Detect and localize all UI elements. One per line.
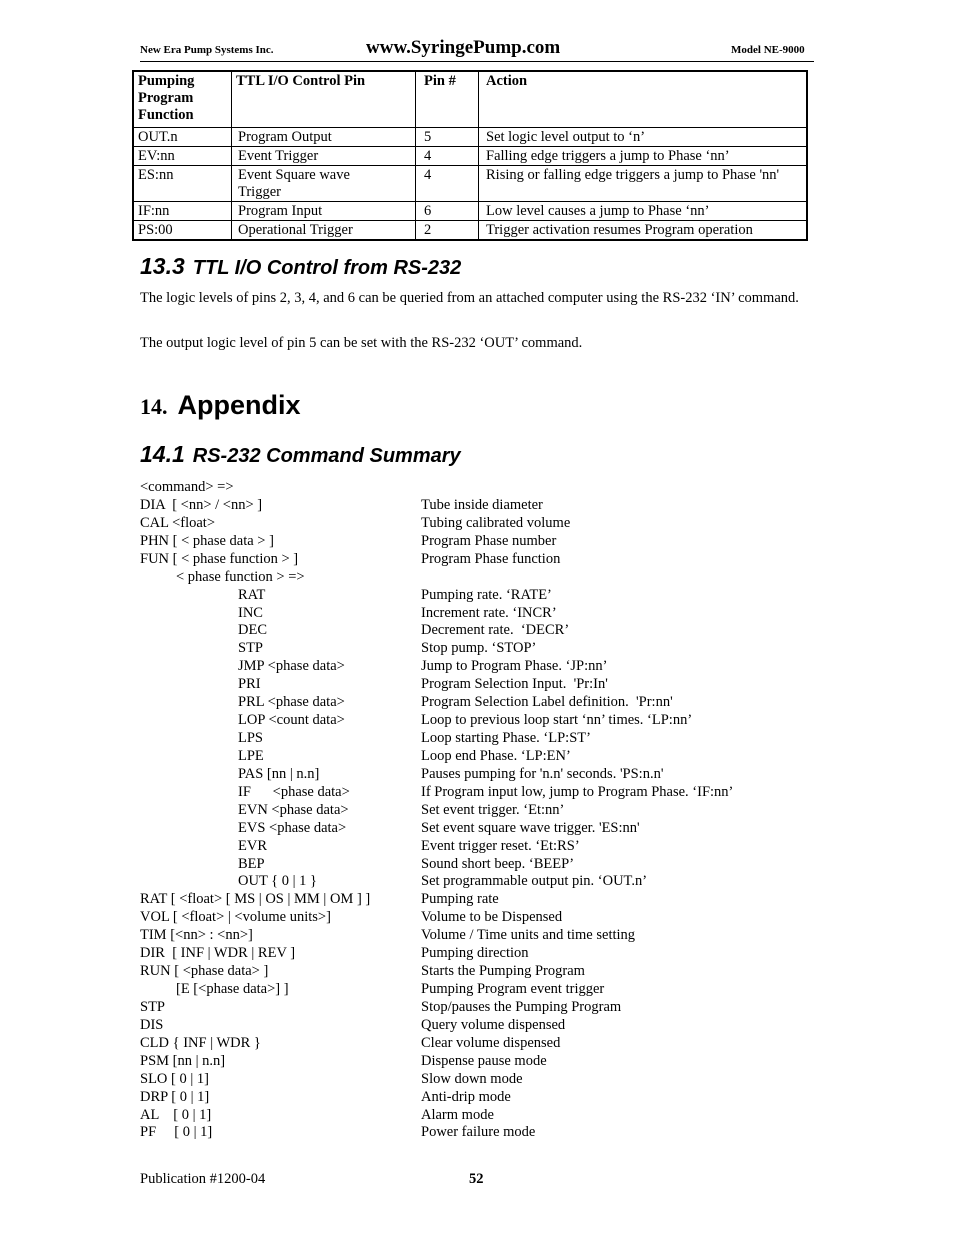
command-syntax: AL [ 0 | 1]: [140, 1107, 212, 1123]
model-name: Model NE-9000: [731, 44, 805, 56]
command-description: Sound short beep. ‘BEEP’: [421, 856, 575, 872]
command-description: Alarm mode: [421, 1107, 494, 1123]
website-url: www.SyringePump.com: [366, 37, 561, 58]
command-description: Set event trigger. ‘Et:nn’: [421, 802, 565, 818]
command-syntax: DIR [ INF | WDR | REV ]: [140, 945, 296, 961]
cell-pin-name: Program Input: [232, 202, 416, 221]
command-description: Set programmable output pin. ‘OUT.n’: [421, 873, 648, 889]
section-13-3-heading: 13.3 TTL I/O Control from RS-232: [140, 253, 462, 279]
command-syntax: PHN [ < phase data > ]: [140, 533, 274, 549]
command-syntax: SLO [ 0 | 1]: [140, 1071, 209, 1087]
command-description: Jump to Program Phase. ‘JP:nn’: [421, 658, 608, 674]
page-number: 52: [469, 1171, 484, 1187]
command-syntax: FUN [ < phase function > ]: [140, 551, 299, 567]
command-description: Pumping rate. ‘RATE’: [421, 587, 552, 603]
command-syntax: INC: [238, 605, 263, 621]
cell-action: Low level causes a jump to Phase ‘nn’: [479, 202, 808, 221]
command-description: If Program input low, jump to Program Phase. ‘IF:nn’: [421, 784, 734, 800]
command-description: Pumping direction: [421, 945, 529, 961]
command-syntax: VOL [ <float> | <volume units>]: [140, 909, 331, 925]
command-syntax: EVS <phase data>: [238, 820, 347, 836]
command-description: Volume to be Dispensed: [421, 909, 563, 925]
command-description: Slow down mode: [421, 1071, 523, 1087]
command-syntax: PSM [nn | n.n]: [140, 1053, 226, 1069]
command-description: Power failure mode: [421, 1124, 536, 1140]
command-description: Pumping Program event trigger: [421, 981, 605, 997]
command-syntax: DRP [ 0 | 1]: [140, 1089, 210, 1105]
command-syntax: STP: [238, 640, 263, 656]
command-syntax: PRL <phase data>: [238, 694, 345, 710]
command-description: Pauses pumping for 'n.n' seconds. 'PS:n.n': [421, 766, 664, 782]
command-description: Starts the Pumping Program: [421, 963, 585, 979]
command-syntax: LPS: [238, 730, 263, 746]
section-13-3-paragraph-1: The logic levels of pins 2, 3, 4, and 6 can be queried from an attached computer using the RS-232 ‘IN’ command.: [140, 290, 799, 306]
command-syntax: LOP <count data>: [238, 712, 345, 728]
cell-action: Falling edge triggers a jump to Phase ‘nn’: [479, 147, 808, 166]
cell-pin-name: Event Trigger: [232, 147, 416, 166]
command-syntax: BEP: [238, 856, 265, 872]
cell-function: EV:nn: [133, 147, 232, 166]
cell-function: OUT.n: [133, 128, 232, 147]
cell-pin-number: 5: [416, 128, 479, 147]
command-description: Loop to previous loop start ‘nn’ times. ‘LP:nn’: [421, 712, 693, 728]
cell-function: PS:00: [133, 221, 232, 241]
command-description: Program Phase function: [421, 551, 561, 567]
command-description: Tubing calibrated volume: [421, 515, 571, 531]
cell-function: IF:nn: [133, 202, 232, 221]
table-row: [133, 128, 807, 147]
command-description: Stop pump. ‘STOP’: [421, 640, 537, 656]
cell-pin-number: 6: [416, 202, 479, 221]
command-description: Loop starting Phase. ‘LP:ST’: [421, 730, 591, 746]
cell-pin-name: Event Square wave Trigger: [232, 166, 416, 202]
command-syntax: < phase function > =>: [176, 569, 305, 585]
command-syntax: OUT { 0 | 1 }: [238, 873, 317, 889]
command-syntax: TIM [<nn> : <nn>]: [140, 927, 253, 943]
publication-number: Publication #1200-04: [140, 1171, 266, 1187]
command-syntax: RAT [ <float> [ MS | OS | MM | OM ] ]: [140, 891, 371, 907]
section-14-heading: 14. Appendix: [140, 390, 301, 420]
col-header-pin-number: Pin #: [416, 71, 479, 128]
command-syntax: EVR: [238, 838, 267, 854]
cell-action: Trigger activation resumes Program operation: [479, 221, 808, 241]
header-divider: [140, 61, 814, 62]
col-header-function: Pumping Program Function: [133, 71, 232, 128]
table-row: [133, 147, 807, 166]
command-description: Set event square wave trigger. 'ES:nn': [421, 820, 640, 836]
col-header-pin-name: TTL I/O Control Pin: [232, 71, 416, 128]
table-row: [133, 202, 807, 221]
command-description: Decrement rate. ‘DECR’: [421, 622, 570, 638]
command-syntax: IF <phase data>: [238, 784, 350, 800]
table-row: [133, 221, 807, 241]
cell-pin-number: 4: [416, 147, 479, 166]
command-description: Program Selection Label definition. 'Pr:nn': [421, 694, 673, 710]
company-name: New Era Pump Systems Inc.: [140, 44, 274, 56]
command-syntax: RUN [ <phase data> ]: [140, 963, 269, 979]
section-13-3-paragraph-2: The output logic level of pin 5 can be set with the RS-232 ‘OUT’ command.: [140, 335, 583, 351]
command-syntax: CLD { INF | WDR }: [140, 1035, 261, 1051]
command-description: Loop end Phase. ‘LP:EN’: [421, 748, 571, 764]
command-description: Tube inside diameter: [421, 497, 543, 513]
command-description: Clear volume dispensed: [421, 1035, 561, 1051]
cell-pin-name: Program Output: [232, 128, 416, 147]
command-syntax: DEC: [238, 622, 267, 638]
cell-pin-number: 4: [416, 166, 479, 202]
section-14-1-heading: 14.1 RS-232 Command Summary: [140, 441, 461, 467]
command-description: Anti-drip mode: [421, 1089, 511, 1105]
command-description: Increment rate. ‘INCR’: [421, 605, 557, 621]
cell-function: ES:nn: [133, 166, 232, 202]
command-syntax: DIA [ <nn> / <nn> ]: [140, 497, 263, 513]
command-description: Query volume dispensed: [421, 1017, 566, 1033]
command-syntax: PF [ 0 | 1]: [140, 1124, 213, 1140]
command-description: Stop/pauses the Pumping Program: [421, 999, 622, 1015]
command-syntax: DIS: [140, 1017, 164, 1033]
command-syntax: <command> =>: [140, 479, 234, 495]
command-description: Event trigger reset. ‘Et:RS’: [421, 838, 580, 854]
command-syntax: CAL <float>: [140, 515, 216, 531]
col-header-action: Action: [479, 71, 808, 128]
command-syntax: LPE: [238, 748, 264, 764]
command-syntax: [E [<phase data>] ]: [176, 981, 289, 997]
command-syntax: PAS [nn | n.n]: [238, 766, 320, 782]
table-header-row: [133, 71, 807, 128]
command-syntax: PRI: [238, 676, 261, 692]
command-description: Program Selection Input. 'Pr:In': [421, 676, 608, 692]
command-syntax: EVN <phase data>: [238, 802, 349, 818]
command-description: Volume / Time units and time setting: [421, 927, 636, 943]
cell-action: Rising or falling edge triggers a jump to Phase 'nn': [479, 166, 808, 202]
table-row: [133, 166, 807, 202]
ttl-function-table: [132, 70, 808, 241]
command-description: Dispense pause mode: [421, 1053, 547, 1069]
cell-pin-name: Operational Trigger: [232, 221, 416, 241]
cell-action: Set logic level output to ‘n’: [479, 128, 808, 147]
command-syntax: JMP <phase data>: [238, 658, 345, 674]
command-syntax: STP: [140, 999, 165, 1015]
cell-pin-number: 2: [416, 221, 479, 241]
command-description: Program Phase number: [421, 533, 557, 549]
command-syntax: RAT: [238, 587, 266, 603]
command-description: Pumping rate: [421, 891, 499, 907]
